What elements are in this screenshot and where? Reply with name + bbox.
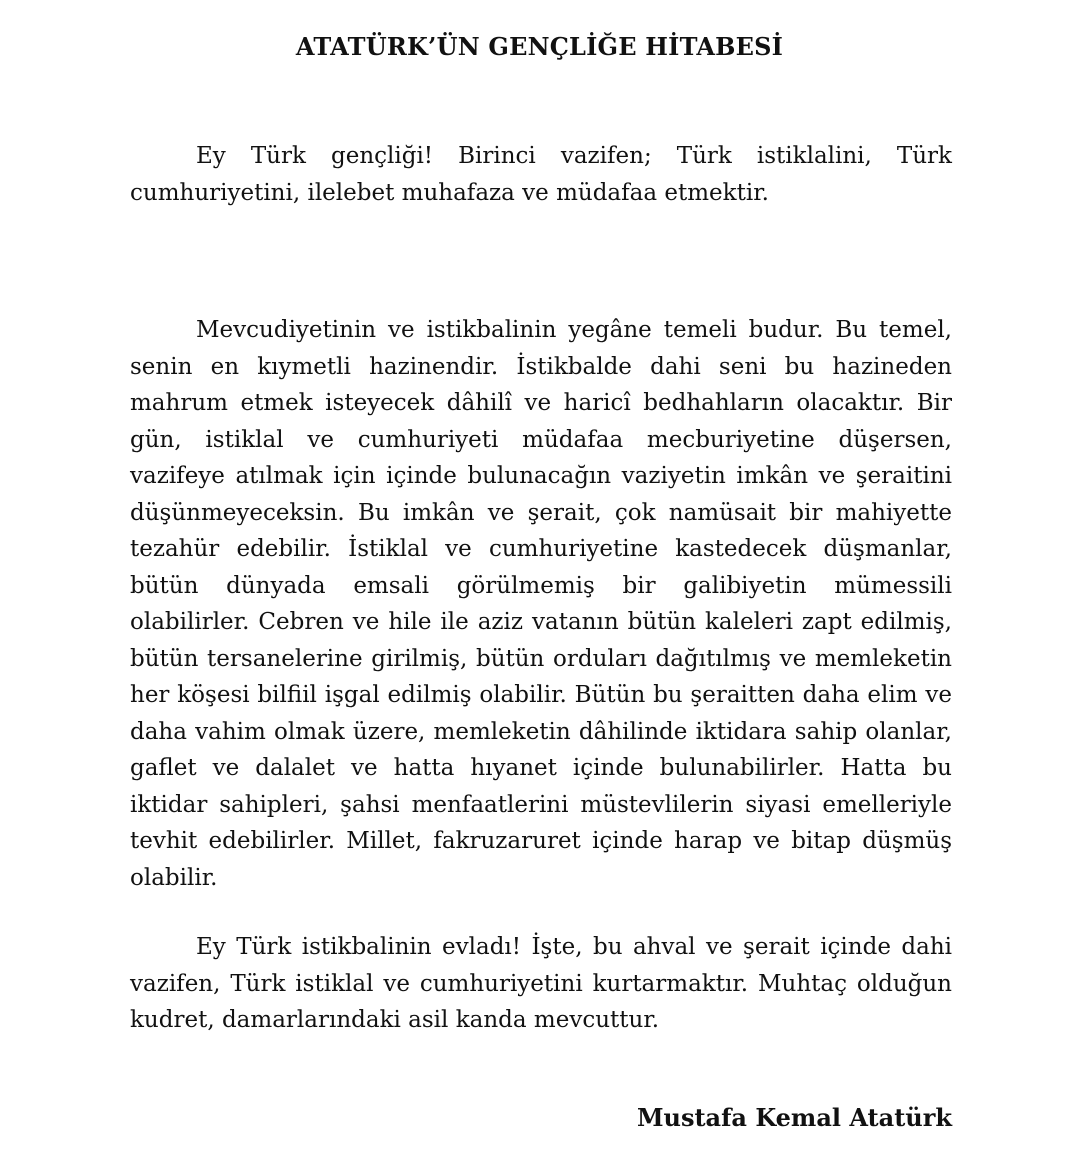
document-title: ATATÜRK’ÜN GENÇLİĞE HİTABESİ: [295, 32, 784, 61]
paragraph-3: Ey Türk istikbalinin evladı! İşte, bu ahval ve şerait içinde dahi vazifen, Türk istiklal ve cumhuriyetini kurtarmaktır. Muhtaç olduğun kudret, damarlarındaki asil kanda mevcuttur.: [130, 934, 952, 1033]
signature: Mustafa Kemal Atatürk: [636, 1103, 952, 1132]
paragraph-2: Mevcudiyetinin ve istikbalinin yegâne temeli budur. Bu temel, senin en kıymetli hazinendir. İstikbalde dahi seni bu hazineden mahrum etmek isteyecek dâhilî ve haricî bedhahların olacaktır. Bir gün, istiklal ve cumhuriyeti müdafaa mecburiyetine düşersen, vazifeye atılmak için içinde bulunacağın vaziyetin imkân ve şeraitini düşünmeyeceksin. Bu imkân ve şerait, çok namüsait bir mahiyette tezahür edebilir. İstiklal ve cumhuriyetine kastedecek düşmanlar, bütün dünyada emsali görülmemiş bir galibiyetin mümessili olabilirler. Cebren ve hile ile aziz vatanın bütün kaleleri zapt edilmiş, bütün tersanelerine girilmiş, bütün orduları dağıtılmış ve memleketin her köşesi bilfiil işgal edilmiş olabilir. Bütün bu şeraitten daha elim ve daha vahim olmak üzere, memleketin dâhilinde iktidara sahip olanlar, gaflet ve dalalet ve hatta hıyanet içinde bulunabilirler. Hatta bu iktidar sahipleri, şahsi menfaatlerini müstevlilerin siyasi emelleriyle tevhit edebilirler. Millet, fakruzaruret içinde harap ve bitap düşmüş olabilir.: [130, 317, 952, 891]
paragraph-1: Ey Türk gençliği! Birinci vazifen; Türk istiklalini, Türk cumhuriyetini, ilelebet muhafaza ve müdafaa etmektir.: [130, 143, 952, 206]
